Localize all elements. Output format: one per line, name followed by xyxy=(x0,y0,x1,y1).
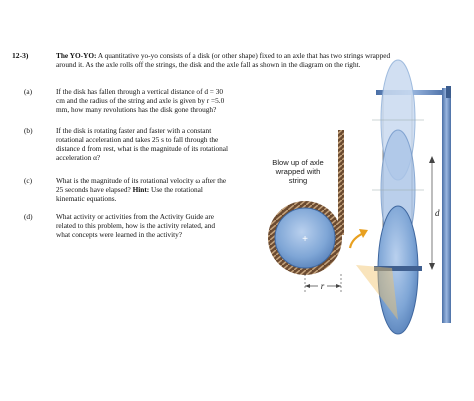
part-b-line: distance d from rest, what is the magnitude of its rotational xyxy=(56,144,229,154)
part-b-line: If the disk is rotating faster and faster with a constant xyxy=(56,126,212,135)
magnifier-cone xyxy=(356,265,398,320)
part-c-hint-rest: Use the rotational xyxy=(149,185,203,195)
problem-number: 12-3) xyxy=(12,51,29,60)
r-label: r xyxy=(320,281,325,291)
support-post xyxy=(442,88,451,323)
part-d-label: (d) xyxy=(24,212,33,221)
part-c-hint: Hint: xyxy=(132,185,150,195)
problem-intro-text: A quantitative yo-yo consists of a disk (or other shape) fixed to an axle that has two strings wrapped around it. As the axle rolls off the strings, the disk and the axle fall as shown in the diagram on the right. xyxy=(56,51,391,70)
part-b-line: acceleration α? xyxy=(56,153,101,163)
part-c-line-start: 25 seconds have elapsed? xyxy=(56,185,133,195)
r-arrow-right xyxy=(336,284,341,288)
part-a-label: (a) xyxy=(24,87,33,96)
support-clamp xyxy=(446,86,451,98)
part-d-line: what concepts were learned in the activity? xyxy=(56,230,183,240)
part-d-line: related to this problem, how is the activity related, and xyxy=(56,221,216,231)
d-arrow-bottom xyxy=(429,263,435,270)
d-label: d xyxy=(435,208,440,218)
part-d-line: What activity or activities from the Activity Guide are xyxy=(56,212,215,221)
part-a-line: mm, how many revolutions has the disk gone through? xyxy=(56,105,217,115)
part-c-line: What is the magnitude of its rotational velocity ω after the xyxy=(56,176,227,185)
problem-title: The YO-YO: xyxy=(56,51,97,60)
rotation-arrowhead xyxy=(359,229,368,238)
part-a-line: If the disk has fallen through a vertical distance of d = 30 xyxy=(56,87,224,96)
part-c-line: kinematic equations. xyxy=(56,194,117,204)
part-b-line: rotational acceleration and takes 25 s to fall through the xyxy=(56,135,219,145)
part-b-label: (b) xyxy=(24,126,33,135)
d-arrow-top xyxy=(429,156,435,163)
r-arrow-left xyxy=(305,284,310,288)
axle-center-mark: + xyxy=(302,234,308,245)
part-c-label: (c) xyxy=(24,176,33,185)
figure-caption: Blow up of axle wrapped with string xyxy=(272,158,324,186)
rope xyxy=(338,130,344,235)
part-a-line: cm and the radius of the string and axle is given by r =5.0 xyxy=(56,96,225,106)
